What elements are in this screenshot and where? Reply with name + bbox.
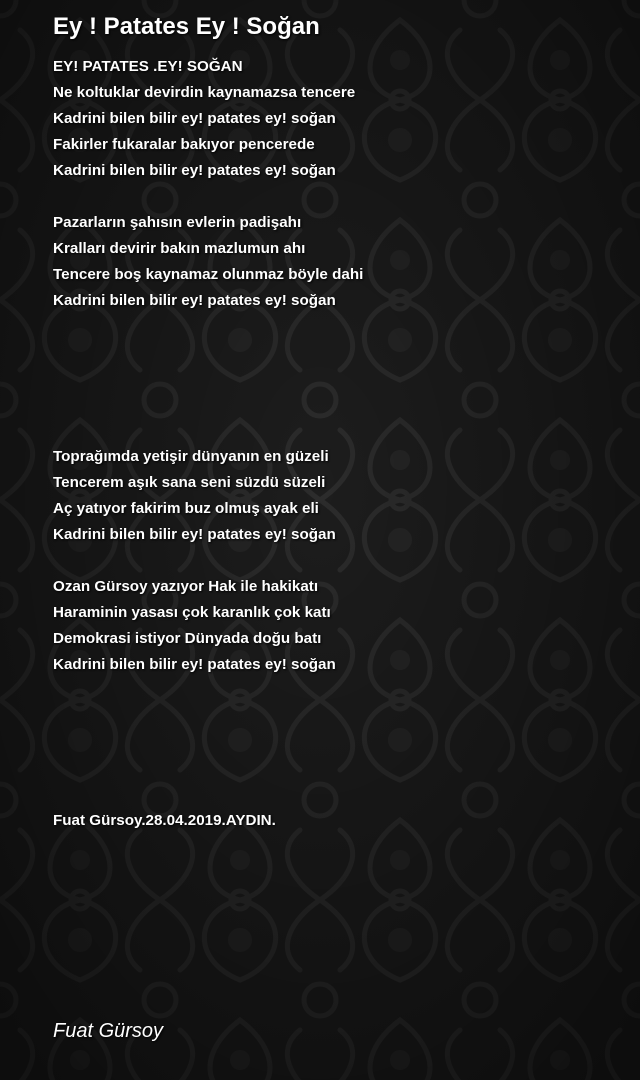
poem-line: Tencerem aşık sana seni süzdü süzeli bbox=[53, 474, 326, 491]
stanza-gap bbox=[53, 418, 613, 444]
poem-line: Kadrini bilen bilir ey! patates ey! soğan bbox=[53, 292, 336, 309]
poem-title: Ey ! Patates Ey ! Soğan bbox=[53, 13, 320, 40]
stanza-gap bbox=[53, 366, 613, 392]
poem-line: Ne koltuklar devirdin kaynamazsa tencere bbox=[53, 84, 356, 101]
stanza-gap bbox=[53, 782, 613, 808]
poem-line: Haraminin yasası çok karanlık çok katı bbox=[53, 604, 331, 621]
poem-line: Aç yatıyor fakirim buz olmuş ayak eli bbox=[53, 500, 319, 517]
poem-line: Kadrini bilen bilir ey! patates ey! soğan bbox=[53, 526, 336, 543]
poem-line: Kadrini bilen bilir ey! patates ey! soğan bbox=[53, 656, 336, 673]
poem-line: Ozan Gürsoy yazıyor Hak ile hakikatı bbox=[53, 578, 319, 595]
poem-line: Toprağımda yetişir dünyanın en güzeli bbox=[53, 448, 329, 465]
stanza-gap bbox=[53, 392, 613, 418]
poem-author: Fuat Gürsoy bbox=[53, 1020, 164, 1042]
stanza-gap bbox=[53, 184, 613, 210]
poem-line: Demokrasi istiyor Dünyada doğu batı bbox=[53, 630, 322, 647]
poem-line: Fakirler fukaralar bakıyor pencerede bbox=[53, 136, 315, 153]
stanza-gap bbox=[53, 314, 613, 340]
poem-line: Tencere boş kaynamaz olunmaz böyle dahi bbox=[53, 266, 364, 283]
poem-body bbox=[53, 54, 613, 834]
poem-line: Fuat Gürsoy.28.04.2019.AYDIN. bbox=[53, 812, 276, 829]
poem-line: Kralları devirir bakın mazlumun ahı bbox=[53, 240, 306, 257]
poem-line: Kadrini bilen bilir ey! patates ey! soğan bbox=[53, 162, 336, 179]
stanza-gap bbox=[53, 756, 613, 782]
poem-line: Kadrini bilen bilir ey! patates ey! soğan bbox=[53, 110, 336, 127]
stanza-gap bbox=[53, 730, 613, 756]
stanza-gap bbox=[53, 340, 613, 366]
poem-line: EY! PATATES .EY! SOĞAN bbox=[53, 58, 243, 75]
stanza-gap bbox=[53, 704, 613, 730]
poem-line: Pazarların şahısın evlerin padişahı bbox=[53, 214, 302, 231]
stanza-gap bbox=[53, 548, 613, 574]
stanza-gap bbox=[53, 678, 613, 704]
